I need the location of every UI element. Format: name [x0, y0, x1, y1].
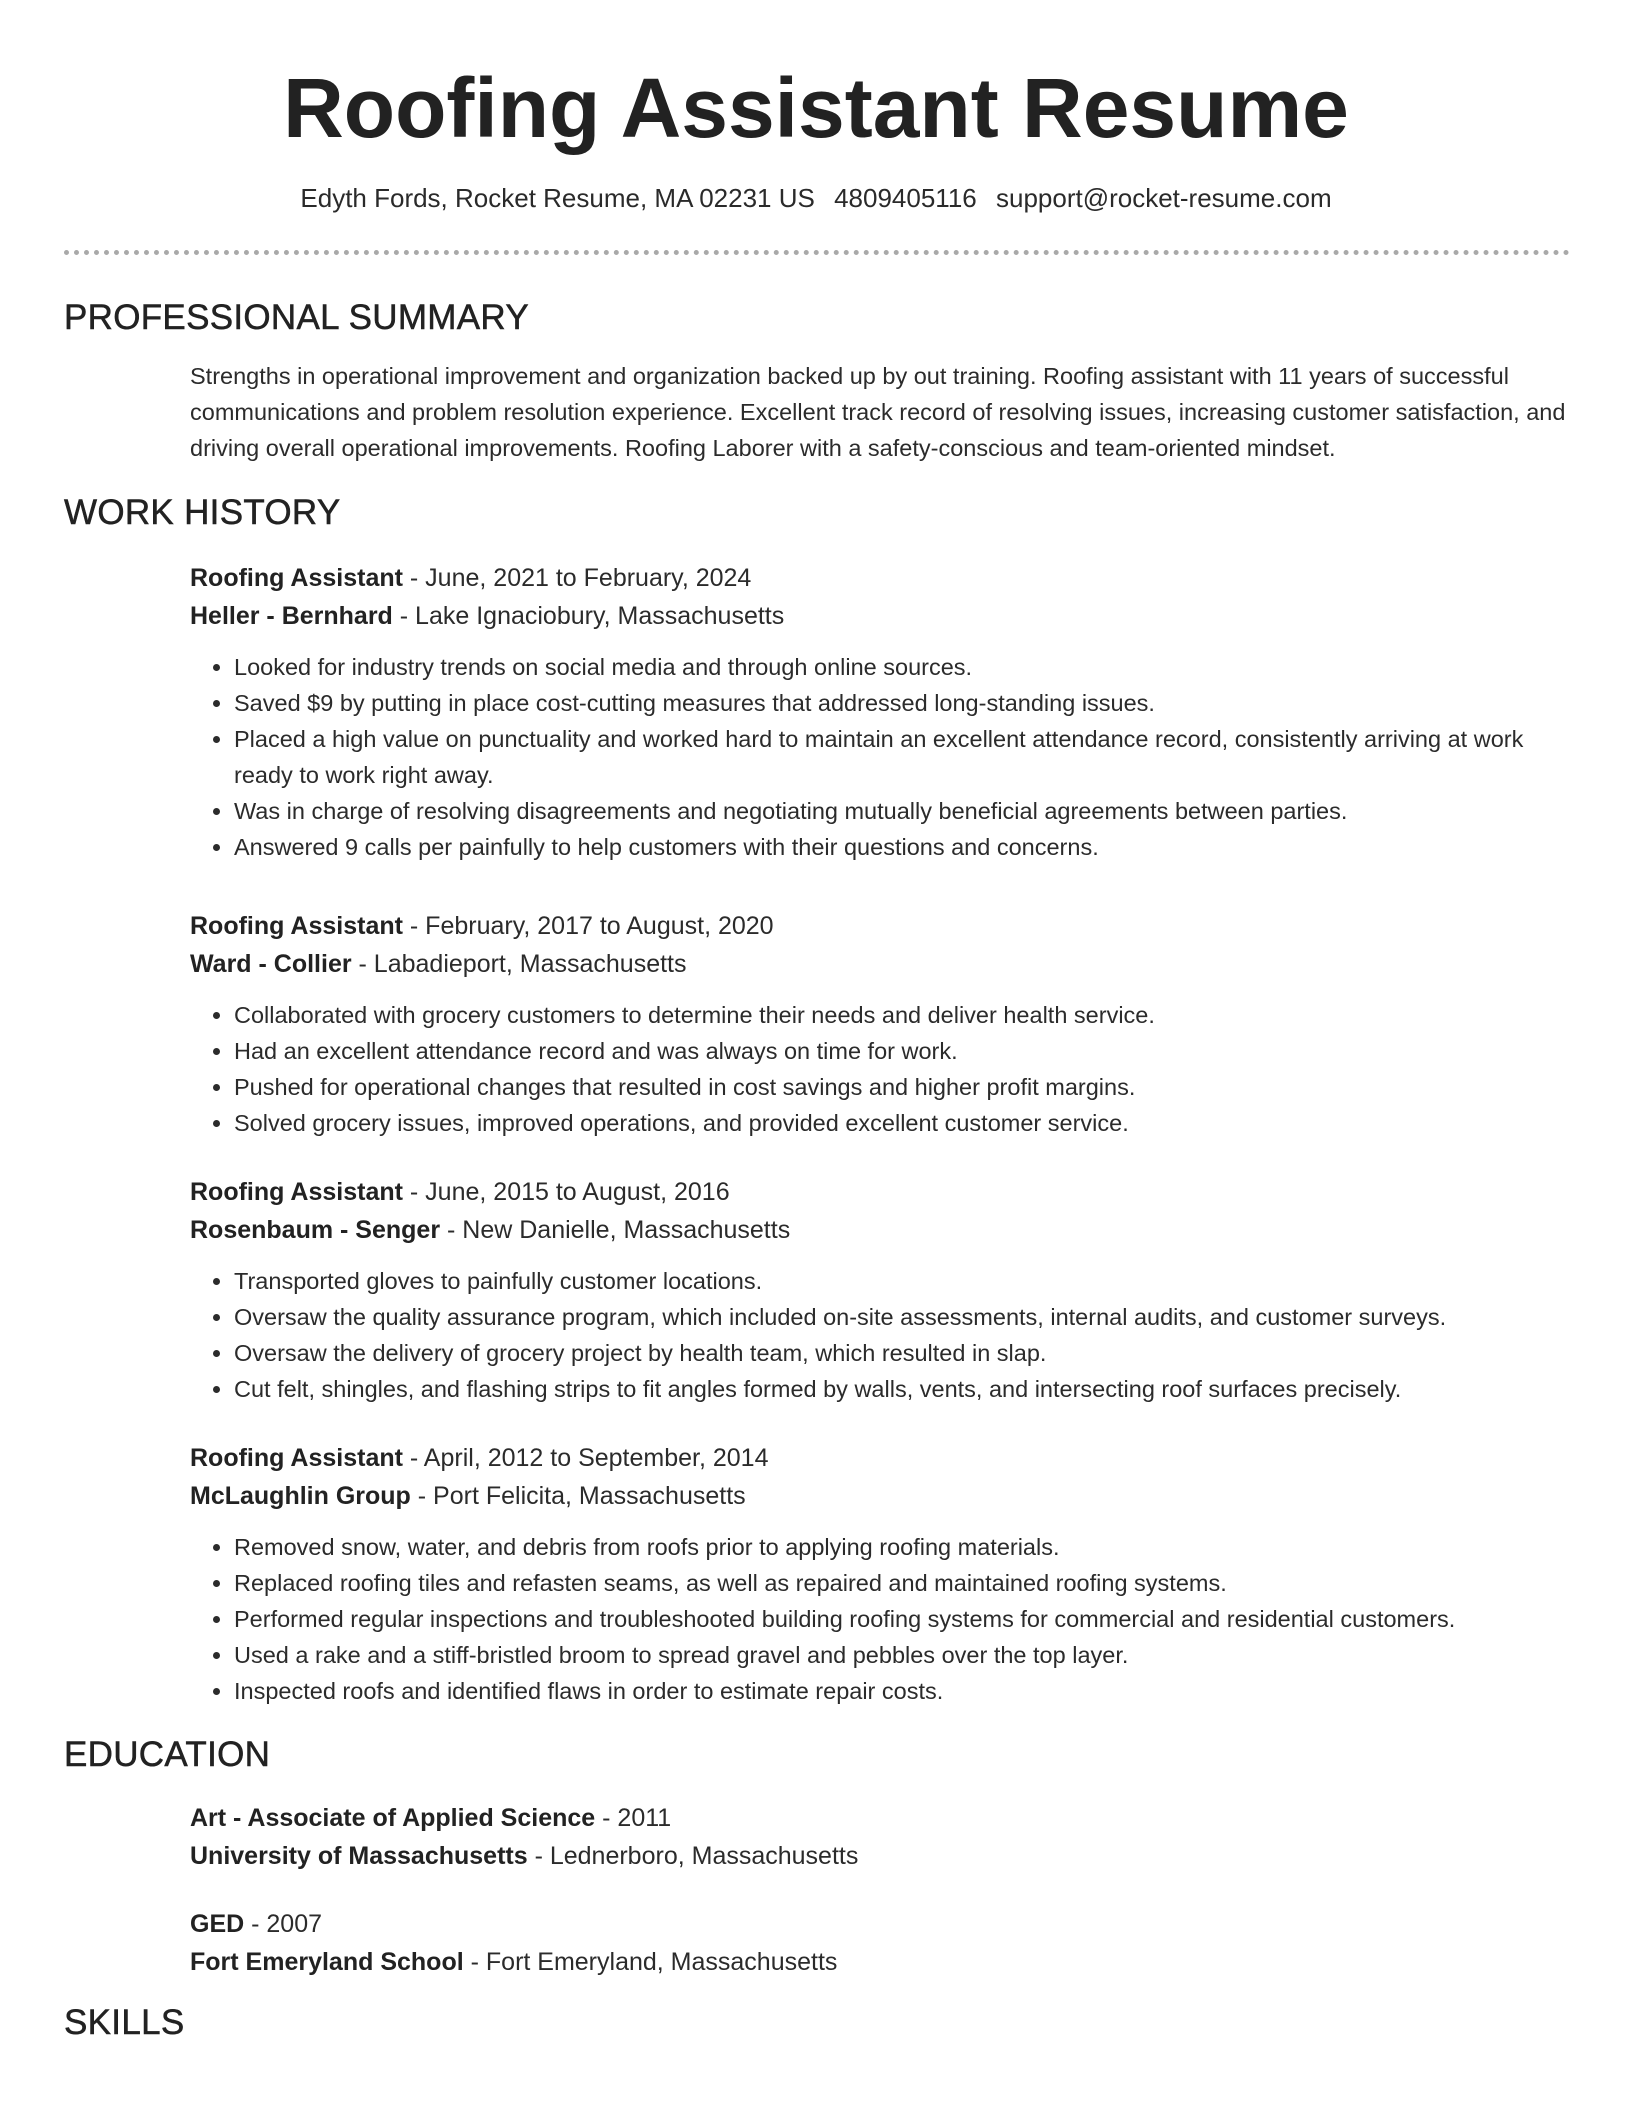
- education-location: - Fort Emeryland, Massachusetts: [463, 1948, 838, 1976]
- education-school: University of Massachusetts: [190, 1842, 528, 1870]
- job-company-line: [190, 597, 1570, 635]
- job-location: - Port Felicita, Massachusetts: [410, 1482, 746, 1510]
- education-degree-line: [190, 1905, 1570, 1943]
- contact-address: Edyth Fords, Rocket Resume, MA 02231 US: [300, 183, 815, 213]
- job-entry: [190, 1439, 1570, 1709]
- list-item: • Oversaw the delivery of grocery project by health team, which resulted in slap.: [234, 1335, 1570, 1371]
- job-dates: - February, 2017 to August, 2020: [402, 912, 774, 940]
- job-entry: [190, 1173, 1570, 1407]
- section-title-education: EDUCATION: [64, 1735, 271, 1774]
- education-school-line: [190, 1943, 1570, 1981]
- education-degree: Art - Associate of Applied Science: [190, 1804, 596, 1832]
- list-item: • Solved grocery issues, improved operations, and provided excellent customer service.: [234, 1105, 1570, 1141]
- job-company-line: [190, 1211, 1570, 1249]
- list-item: • Transported gloves to painfully customer locations.: [234, 1263, 1570, 1299]
- job-bullets: [190, 997, 1570, 1141]
- job-title-line: [190, 907, 1570, 945]
- contact-email: support@rocket-resume.com: [995, 183, 1332, 213]
- education-list: [190, 1799, 1570, 1981]
- job-title: Roofing Assistant: [190, 1178, 403, 1206]
- job-company: Ward - Collier: [190, 950, 352, 978]
- list-item: • Placed a high value on punctuality and worked hard to maintain an excellent attendance record, consistently arriving at work ready to work right away.: [234, 721, 1570, 793]
- resume-title: Roofing Assistant Resume: [283, 61, 1349, 155]
- job-location: - Labadieport, Massachusetts: [351, 950, 687, 978]
- section-gap: [64, 1709, 1570, 1733]
- section-title-summary: PROFESSIONAL SUMMARY: [64, 298, 529, 337]
- education-location: - Lednerboro, Massachusetts: [527, 1842, 859, 1870]
- list-item: • Saved $9 by putting in place cost-cutting measures that addressed long-standing issues.: [234, 685, 1570, 721]
- section-title-work: WORK HISTORY: [64, 493, 341, 532]
- job-company: Heller - Bernhard: [190, 602, 393, 630]
- job-entry: [190, 559, 1570, 865]
- job-title-line: [190, 1439, 1570, 1477]
- job-company-line: [190, 1477, 1570, 1515]
- summary-text: Strengths in operational improvement and organization backed up by out training. Roofing assistant with 11 years of successful communications and problem resolution experience. Excellent track record of resolving issues, increasing customer satisfaction, and driving overall operational improvements. Roofing Laborer with a safety-conscious and team-oriented mindset.: [190, 363, 1566, 461]
- list-item: • Cut felt, shingles, and flashing strips to fit angles formed by walls, vents, and intersecting roof surfaces precisely.: [234, 1371, 1570, 1407]
- education-year: - 2007: [244, 1910, 323, 1938]
- contact-line: [0, 182, 1632, 214]
- education-degree-line: [190, 1799, 1570, 1837]
- list-item: • Inspected roofs and identified flaws in order to estimate repair costs.: [234, 1673, 1570, 1709]
- job-title-line: [190, 559, 1570, 597]
- section-gap: [64, 1981, 1570, 2001]
- education-school: Fort Emeryland School: [190, 1948, 464, 1976]
- work-history-list: [190, 559, 1570, 1709]
- job-entry: [190, 907, 1570, 1141]
- job-bullets: [190, 1529, 1570, 1709]
- list-item: • Looked for industry trends on social media and through online sources.: [234, 649, 1570, 685]
- education-entry: [190, 1905, 1570, 1981]
- job-dates: - April, 2012 to September, 2014: [402, 1444, 769, 1472]
- list-item: • Removed snow, water, and debris from roofs prior to applying roofing materials.: [234, 1529, 1570, 1565]
- education-entry: [190, 1799, 1570, 1875]
- section-title-skills: SKILLS: [64, 2003, 185, 2042]
- job-location: - New Danielle, Massachusetts: [440, 1216, 791, 1244]
- list-item: • Collaborated with grocery customers to determine their needs and deliver health service.: [234, 997, 1570, 1033]
- job-bullets: [190, 649, 1570, 865]
- list-item: • Oversaw the quality assurance program, which included on-site assessments, internal audits, and customer surveys.: [234, 1299, 1570, 1335]
- list-item: • Had an excellent attendance record and was always on time for work.: [234, 1033, 1570, 1069]
- list-item: • Replaced roofing tiles and refasten seams, as well as repaired and maintained roofing systems.: [234, 1565, 1570, 1601]
- job-title: Roofing Assistant: [190, 1444, 403, 1472]
- job-dates: - June, 2015 to August, 2016: [402, 1178, 730, 1206]
- contact-phone: 4809405116: [834, 183, 977, 213]
- job-bullets: [190, 1263, 1570, 1407]
- job-title: Roofing Assistant: [190, 912, 403, 940]
- resume-content: [64, 296, 1570, 2045]
- job-dates: - June, 2021 to February, 2024: [402, 564, 752, 592]
- job-title: Roofing Assistant: [190, 564, 403, 592]
- list-item: • Pushed for operational changes that resulted in cost savings and higher profit margins.: [234, 1069, 1570, 1105]
- list-item: • Used a rake and a stiff-bristled broom to spread gravel and pebbles over the top layer.: [234, 1637, 1570, 1673]
- header-divider: [64, 250, 1570, 255]
- list-item: • Answered 9 calls per painfully to help customers with their questions and concerns.: [234, 829, 1570, 865]
- list-item: • Was in charge of resolving disagreements and negotiating mutually beneficial agreements between parties.: [234, 793, 1570, 829]
- job-title-line: [190, 1173, 1570, 1211]
- education-school-line: [190, 1837, 1570, 1875]
- education-year: - 2011: [595, 1804, 672, 1832]
- list-item: • Performed regular inspections and troubleshooted building roofing systems for commercial and residential customers.: [234, 1601, 1570, 1637]
- job-location: - Lake Ignaciobury, Massachusetts: [392, 602, 785, 630]
- job-company-line: [190, 945, 1570, 983]
- job-company: Rosenbaum - Senger: [190, 1216, 441, 1244]
- education-degree: GED: [190, 1910, 245, 1938]
- job-company: McLaughlin Group: [190, 1482, 411, 1510]
